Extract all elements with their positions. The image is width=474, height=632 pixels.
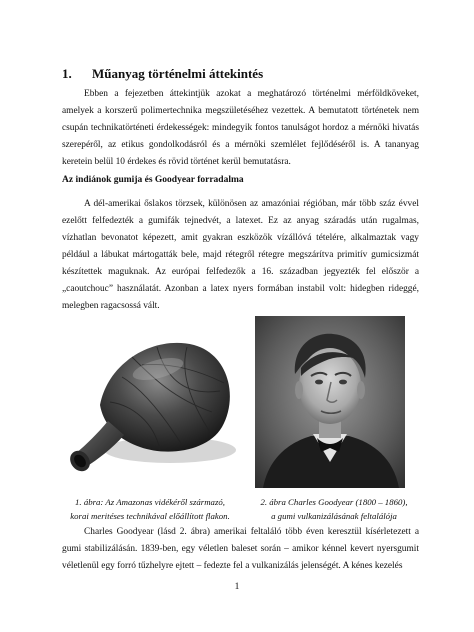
page-number: 1 xyxy=(234,582,240,592)
rubber-flask-illustration xyxy=(62,317,237,492)
intro-paragraph: Ebben a fejezetben áttekintjük azokat a meghatározó történelmi mérföldköveket, amelyek a korszerű polimertechnika megszületéséhez vezettek. A bemutatott történetek nem csupán technikatörténeti érdekességek: mindegyik fontos tanulságot hordoz a mérnöki hivatás szerepéről, az etikus gondolkodásról és a mérnöki szemlélet fejlődéséről is. A tananyag keretein belül 10 érdekes és rövid történet kerül bemutatásra. xyxy=(62,89,419,167)
figure-1-caption-line2: korai meritéses technikával előállított flakon. xyxy=(70,511,230,521)
figure-1-caption-line1: 1. ábra: Az Amazonas vidékéről származó, xyxy=(75,497,225,507)
rubber-flask-image xyxy=(62,317,237,492)
goodyear-portrait-illustration xyxy=(255,316,405,488)
section-number: 1. xyxy=(62,66,72,81)
section-title: Műanyag történelmi áttekintés xyxy=(92,66,264,81)
rubber-history-paragraph: A dél-amerikai őslakos törzsek, különösen az amazóniai régióban, már több száz évvel ezelőtt felfedezték a gumifák tejnedvét, a latexet. Ez az anyag száradás után rugalmas, vízhatlan bevonatot képezett, amit gyakran eszközök vízállóvá tételére, alkalmaztak vagy például a lábukat mártogatták bele, majd rétegről rétegre megszárítva primitív gumicsizmát készítettek maguknak. Az európai felfedezők a 16. században jegyezték fel először a „caoutchouc” használatát. Azonban a latex nyers formában instabil volt: hidegben rideggé, melegben ragacsossá vált. xyxy=(62,199,419,311)
figure-2-caption xyxy=(238,495,430,523)
goodyear-paragraph: Charles Goodyear (lásd 2. ábra) amerikai feltaláló több éven keresztül kísérletezett a gumi stabilizálásán. 1839-ben, egy véletlen baleset során – amikor kénnel kevert nyersgumit véletlenül egy forró tűzhelyre ejtett – fedezte fel a vulkanizálás jelenségét. A kénes kezelés xyxy=(62,527,419,571)
figure-2-caption-line2: a gumi vulkanizálásának feltalálója xyxy=(271,511,397,521)
figure-2-caption-line1: 2. ábra Charles Goodyear (1800 – 1860), xyxy=(260,497,408,507)
goodyear-portrait-image xyxy=(255,316,405,488)
subsection-title: Az indiánok gumija és Goodyear forradalma xyxy=(62,175,244,185)
section-heading xyxy=(62,66,422,82)
figure-1-caption xyxy=(54,495,246,523)
